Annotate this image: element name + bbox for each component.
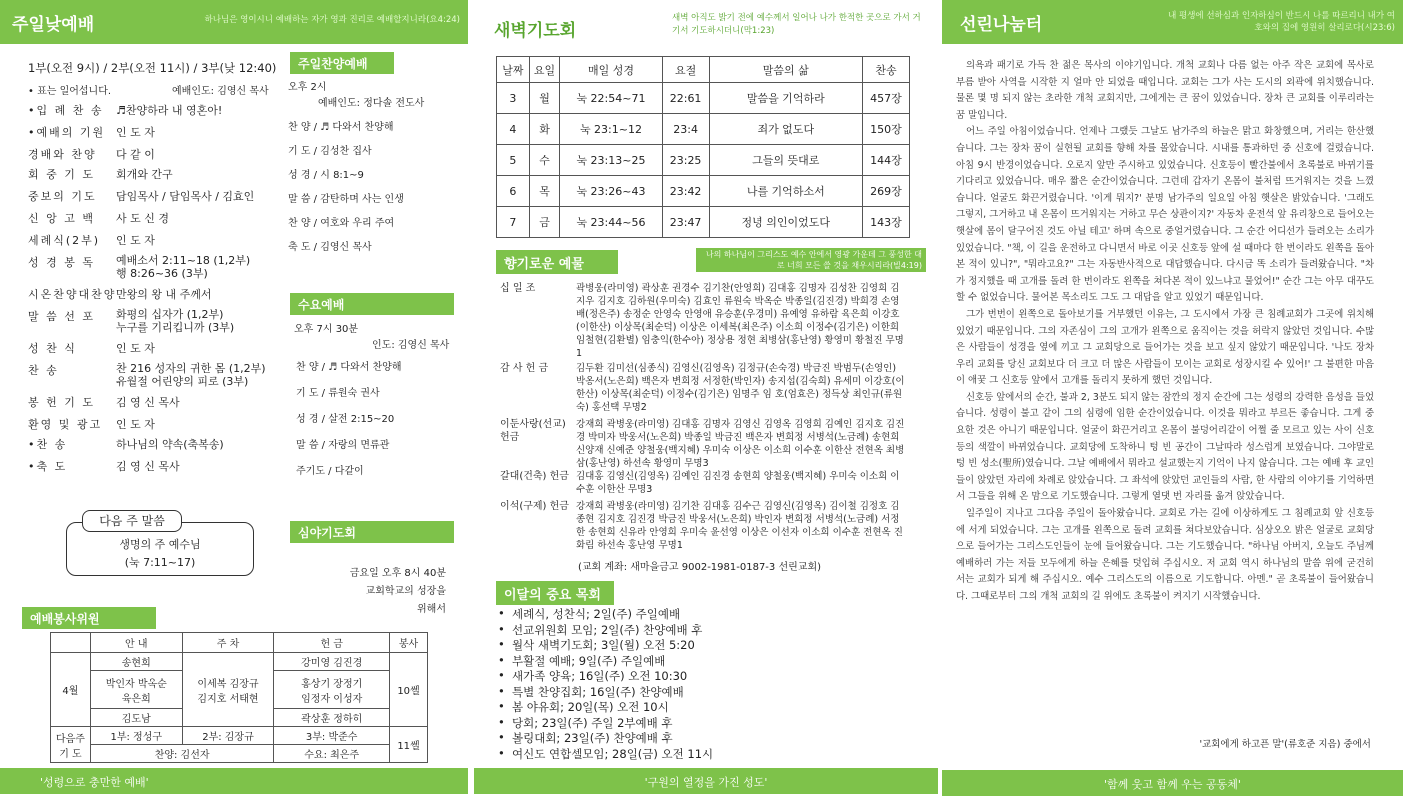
order-value: 김 영 신 목사 (116, 460, 180, 473)
offering-group-names: 곽병웅(라미영) 곽상훈 권경수 김기찬(안영희) 김대홍 김명자 김성찬 김영희 김지우 김지호 김하원(우미숙) 김효인 류원숙 박옥순 박종일(김진경) 박희경 손영배(정은주) 송정순 안영숙 안영애 유승훈(우경미) 유예영 유하람 육은희 이강호(이한산) 이상목(최순덕) 이상은 이세복(최은주) 이소희 이정수(김기은) 이한희 임철현(김환별) 임충익(한수아) 정상용 정현 최병삼(홍난영) 황영미 황철진 무명1 (576, 283, 904, 359)
order-row (28, 166, 173, 182)
order-row (28, 286, 212, 302)
order-row (28, 232, 155, 248)
order-label: 회 중 기 도 (28, 168, 95, 181)
event-item: • 세례식, 성찬식; 2일(주) 주일예배 (512, 606, 680, 622)
th-date: 날짜 (497, 57, 530, 83)
usher-1: 송현희 (90, 653, 182, 671)
dawn-cell: 269장 (862, 176, 909, 207)
order-content (116, 232, 155, 248)
story-paragraph: 의욕과 패기로 가득 찬 젊은 목사의 이야기입니다. 개척 교회나 다름 없는 아주 작은 교회에 목사로 부름 받아 사역을 시작한 지 얼마 안 되었을 때입니다. 교회는 그가 사는 도시의 외곽에 위치했습니다. 물론 몇 명 되지 않는 초라한 개척 교회지만, 그에게는 큰 꿈이 있었습니다. 장차 큰 교회를 이루리라는 꿈 말입니다. (956, 60, 1374, 121)
order-value-2: 행 8:26~36 (3부) (116, 267, 208, 280)
dawn-cell: 정녕 의인이었도다 (709, 207, 862, 238)
month-cell: 4월 (51, 653, 91, 727)
dawn-cell: 143장 (862, 207, 909, 238)
right-header-bar (942, 0, 1403, 44)
dawn-cell: 5 (497, 145, 530, 176)
afternoon-item: 찬 양 / 여호와 우리 주여 (288, 218, 395, 229)
story-paragraph: 그가 번번이 왼쪽으로 돌아보기를 거부했던 이유는, 그 도시에서 가장 큰 침례교회가 그곳에 위치해 있었기 때문입니다. 그의 자존심이 그의 고개가 왼쪽으로 움직이는 것을 허락지 않았던 것입니다. 수많은 사람들이 성경을 옆에 끼고 그 교회당으로 들어가는 것을 보고 싶지 않았기 때문입니다. '나도 장차 우리 교회를 당신 교회보다 더 크고 더 많은 사람들이 모이는 교회로 성장시킬 수 있어!' 그 불편한 마음이 애꿎 그 신호등 앞에서 고개를 돌리지 못하게 했던 것입니다. (956, 308, 1375, 387)
order-label: 신 앙 고 백 (28, 212, 95, 225)
worship-leader: 예배인도: 김영신 목사 (172, 86, 269, 97)
offering-group-names: 강재희 곽병웅(라미영) 김대홍 김명자 김영신 김영옥 김영희 김예인 김지호 김진경 박미자 박웅서(노은희) 박종일 박금진 백은자 변희정 서병석(노금례) 송현희 신양재 신예준 양철웅(백지혜) 우미숙 이상은 이소희 이수훈 이한산 전현옥 최병삼(홍난영) 하선속 황영미 무명3 (576, 419, 905, 469)
night-prayer-header: 심야기도회 (290, 521, 454, 543)
order-label: 봉 헌 기 도 (28, 396, 95, 409)
order-value: 하나님의 약속(축복송) (116, 438, 224, 451)
wednesday-item: 찬 양 / ♬ 다와서 찬양해 (296, 362, 402, 373)
dawn-table (496, 56, 910, 238)
dawn-cell: 죄가 없도다 (709, 114, 862, 145)
offering-group-label: 갈대(건축) 헌금 (500, 471, 569, 482)
service-table (50, 632, 428, 763)
order-value: 김 영 신 목사 (116, 396, 180, 409)
prayer-3: 3부: 박준수 (274, 727, 390, 745)
wednesday-time: 오후 7시 30분 (294, 324, 359, 335)
event-item: • 부활절 예배; 9일(주) 주일예배 (512, 653, 665, 669)
order-row (28, 308, 234, 334)
story-paragraph: 일주일이 지나고 그다음 주일이 돌아왔습니다. 교회로 가는 길에 이상하게도 그 침례교회 앞 신호등에 서게 되었습니다. 그는 고개를 왼쪽으로 돌려 교회를 쳐다보았습니다. 심상오오 밝은 얼굴로 교회당으로 들어가는 그리스도인들이 눈에 들어왔습니다. 그는 기도했습니다. "하나님 아버지, 오늘도 주님께 예배하러 가는 저들 모두에게 하늘 은혜를 덧입혀 주십시오. 저 교회 역시 하나님의 말씀 위에 굳건히 서는 교회가 되게 해 주십시오. 예수 그리스도의 이름으로 기도합니다. 아멘." 곧 초록불이 들어왔습니다. 그때로부터 그의 개척 교회의 길 위에도 초록불이 켜지기 시작했습니다. (956, 508, 1374, 602)
prayer-1: 1부: 정성구 (90, 727, 182, 745)
afternoon-time: 오후 2시 (288, 82, 327, 93)
section-title-dawn-prayer: 새벽기도회 (494, 21, 577, 41)
right-verse: 내 평생에 선하심과 인자하심이 반드시 나를 따르리니 내가 여호와의 집에 영원히 살리로다(시23:6) (1168, 11, 1395, 33)
prayer-wednesday: 수요: 최은주 (274, 745, 390, 763)
dawn-cell: 4 (497, 114, 530, 145)
parking-cell: 이세복 김장규 김지호 서태현 (182, 653, 274, 727)
dawn-verse: 새벽 아직도 밝기 전에 예수께서 일어나 나가 한적한 곳으로 가서 거기서 기도하시더니(막1:23) (672, 13, 921, 36)
dawn-row (497, 83, 910, 114)
left-header-bar (0, 0, 468, 44)
wednesday-item: 기 도 / 류원숙 권사 (296, 388, 380, 399)
news-header: 이달의 중요 목회 (496, 581, 614, 605)
dawn-cell: 150장 (862, 114, 909, 145)
dawn-cell: 눅 23:13~25 (560, 145, 662, 176)
dawn-row (497, 207, 910, 238)
order-label: 환영 및 광고 (28, 418, 103, 431)
wednesday-worship-header: 수요예배 (290, 293, 454, 315)
section-title-sharing: 선린나눔터 (960, 15, 1043, 35)
dawn-cell: 22:61 (662, 83, 709, 114)
dawn-cell: 144장 (862, 145, 909, 176)
order-label: 말 씀 선 포 (28, 310, 95, 323)
dawn-cell: 457장 (862, 83, 909, 114)
dawn-cell: 23:42 (662, 176, 709, 207)
th-reading: 매일 성경 (560, 57, 662, 83)
order-content (116, 210, 169, 226)
order-row (28, 362, 266, 388)
offering-group-names: 김두환 김미선(심종식) 김영신(김영옥) 김정규(손숙경) 박금진 박범두(손영인) 박옹서(노은희) 백은자 변희정 서정한(박인자) 송지섭(김숙희) 유세미 이강호(이한산) 이상목(최순덕) 이정수(김기은) 임명주 임 호(엄효은) 정득상 최인규(류원숙) 홍선택 무명2 (576, 363, 905, 413)
order-value: 회개와 간구 (116, 168, 173, 181)
offering-group-names: 김대홍 김영신(김영옥) 김예인 김진경 송현희 양철웅(백지혜) 우미숙 이소희 이수훈 이한산 무명3 (576, 471, 900, 495)
dawn-cell: 화 (529, 114, 560, 145)
story-source: '교회에게 하고픈 말'(류호준 지음) 중에서 (1199, 739, 1371, 750)
order-row (28, 458, 180, 474)
order-value: 만왕의 왕 내 주께서 (116, 288, 212, 301)
order-label: 경배와 찬양 (28, 148, 97, 161)
order-content (116, 416, 155, 432)
col-serve: 봉사 (390, 633, 428, 653)
order-value: 인 도 자 (116, 126, 155, 139)
prayer-praise: 찬양: 김선자 (90, 745, 273, 763)
order-row (28, 146, 155, 162)
order-value: 예배소서 2:11~18 (1,2부) (116, 254, 251, 267)
order-label: 세례식(2부) (28, 234, 101, 247)
col-offering: 헌 금 (274, 633, 390, 653)
event-item: • 월삭 새벽기도회; 3일(월) 오전 5:20 (512, 637, 695, 653)
order-row (28, 124, 155, 140)
col-parking: 주 차 (182, 633, 274, 653)
left-bottom-bar: '성령으로 충만한 예배' (0, 768, 468, 794)
event-item: • 당회; 23일(주) 주일 2부예배 후 (512, 715, 673, 731)
col-usher: 안 내 (90, 633, 182, 653)
th-word: 말씀의 삶 (709, 57, 862, 83)
order-value-2: 유월절 어린양의 피로 (3부) (116, 375, 249, 388)
afternoon-item: 성 경 / 시 8:1~9 (288, 170, 364, 181)
order-label: •찬 송 (28, 438, 68, 451)
story-paragraph: 어느 주일 아침이었습니다. 언제나 그랬듯 그날도 남가주의 하늘은 맑고 화창했으며, 거리는 한산했습니다. 그는 장차 꿈이 실현될 교회를 향해 차를 몰았습니다. 시내를 통과하던 중 신호에 걸렸습니다. 아침 9시 반경이었습니다. 오로지 앞만 주시하고 있었습니다. 신호등이 빨간불에서 초록불로 바뀌기를 기다리고 있었습니다. 매우 짧은 순간이었습니다. 그런데 갑자기 온몸이 불처럼 뜨거워지는 것을 느꼈습니다. 얼굴도 화끈거렸습니다. '이게 뭐지?' 분명 남가주의 일요일 아침 햇살은 밝았습니다. '그래도 그렇지, 그거하고 내 온몸이 뜨거워지는 거하고 무슨 상관이지?' 자동차 운전석 앞 유리창으로 들어오는 햇살에 몸이 달구어진 것도 아닐 테고' 하며 속으로 중얼거렸습니다. 그 순간 어디선가 들려오는 소리가 있었습니다. "책, 이 길을 운전하고 다니면서 바로 이곳 신호등 앞에 설 때마다 한 번이라도 왼쪽을 돌아본 적이 있니?", "뭐라고요?" 그는 자동반사적으로 대답했습니다. 다시금 똑 소리가 들려왔습니다. "차가 정지했을 때 고개를 돌려 한 번이라도 왼쪽을 쳐다본 적이 있느냐고 물었어!" 순간 그는 아무 대꾸도 할 수 없었습니다. 물어본 목소리도 그도 그 대답을 알고 있었기 때문입니다. (956, 126, 1374, 304)
worship-times: 1부(오전 9시) / 2부(오전 11시) / 3부(낮 12:40) (28, 61, 277, 75)
next-week-box (66, 510, 254, 576)
order-content (116, 308, 234, 334)
event-item: • 선교위원회 모임; 2일(주) 찬양예배 후 (512, 622, 702, 638)
next-serve-cell: 11쎌 (390, 727, 428, 763)
afternoon-item: 기 도 / 김성찬 집사 (288, 146, 372, 157)
dawn-cell: 눅 23:1~12 (560, 114, 662, 145)
dawn-cell: 눅 22:54~71 (560, 83, 662, 114)
order-value: 화평의 십자가 (1,2부) (116, 308, 224, 321)
order-value: 인 도 자 (116, 342, 155, 355)
event-item: • 특별 찬양집회; 16일(주) 찬양예배 (512, 684, 684, 700)
usher-2: 박인자 박옥순 육은희 (90, 671, 182, 709)
order-value: 사 도 신 경 (116, 212, 169, 225)
serve-cell: 10쎌 (390, 653, 428, 727)
order-row (28, 416, 155, 432)
offering-header: 향기로운 예물 (496, 250, 618, 274)
order-content (116, 146, 155, 162)
dawn-cell: 그들의 뜻대로 (709, 145, 862, 176)
order-row (28, 436, 224, 452)
order-label: •축 도 (28, 460, 68, 473)
offering-group-label: 이석(구제) 헌금 (500, 501, 569, 512)
night-purpose-2: 위해서 (417, 604, 446, 615)
order-content (116, 188, 254, 204)
order-content (116, 458, 180, 474)
story-body (956, 58, 1374, 606)
event-item: • 여신도 연합셀모임; 28일(금) 오전 11시 (512, 746, 713, 762)
dawn-row (497, 114, 910, 145)
next-week-title: 생명의 주 예수님 (119, 538, 201, 551)
dawn-cell: 23:47 (662, 207, 709, 238)
next-prayer-label: 다음주 기 도 (51, 727, 91, 763)
dawn-cell: 3 (497, 83, 530, 114)
event-item: • 볼링대회; 23일(주) 찬양예배 후 (512, 730, 673, 746)
wednesday-item: 주기도 / 다같이 (296, 466, 364, 477)
order-label: 찬 송 (28, 364, 59, 377)
order-row (28, 394, 180, 410)
order-value-2: 누구를 기리킵니까 (3부) (116, 321, 235, 334)
order-content (116, 362, 266, 388)
order-label: 시온찬양대찬양 (28, 288, 117, 301)
dawn-cell: 나를 기억하소서 (709, 176, 862, 207)
offering-2: 홍상기 장정기 임정자 이성자 (274, 671, 390, 709)
dawn-cell: 23:4 (662, 114, 709, 145)
dawn-cell: 수 (529, 145, 560, 176)
prayer-2: 2부: 김장규 (182, 727, 274, 745)
wednesday-item: 성 경 / 살전 2:15~20 (296, 414, 395, 425)
order-row (28, 254, 250, 280)
order-row (28, 210, 169, 226)
th-verse: 요절 (662, 57, 709, 83)
wednesday-leader: 인도: 김영신 목사 (372, 340, 450, 351)
order-value: 다 같 이 (116, 148, 155, 161)
mid-bottom-bar: '구원의 열정을 가진 성도' (474, 768, 938, 794)
th-day: 요일 (529, 57, 560, 83)
order-label: 성 경 봉 독 (28, 256, 95, 269)
afternoon-item: 말 씀 / 감탄하며 사는 인생 (288, 194, 404, 205)
offering-group-label: 십 일 조 (500, 283, 536, 294)
order-value: 찬 216 성자의 귀한 몸 (1,2부) (116, 362, 266, 375)
offering-group-label: 감 사 헌 금 (500, 363, 549, 374)
dawn-cell: 말씀을 기억하라 (709, 83, 862, 114)
offering-verse: 나의 하나님이 그리스도 예수 안에서 영광 가운데 그 풍성한 대로 너희 모든 쓸 것을 채우시리라(빌4:19) (696, 248, 926, 272)
order-content (116, 254, 250, 280)
header-verse: 하나님은 영이시니 예배하는 자가 영과 진리로 예배할지니라(요4:24) (204, 15, 460, 25)
wednesday-item: 말 씀 / 자랑의 면류관 (296, 440, 390, 451)
dawn-cell: 23:25 (662, 145, 709, 176)
order-label: 성 찬 식 (28, 342, 77, 355)
night-purpose-1: 교회학교의 성장을 (365, 586, 446, 597)
order-label: 중보의 기도 (28, 190, 97, 203)
order-row (28, 340, 155, 356)
afternoon-item: 축 도 / 김영신 목사 (288, 242, 372, 253)
afternoon-item: 찬 양 / ♬ 다와서 찬양해 (288, 122, 394, 133)
dawn-cell: 7 (497, 207, 530, 238)
offering-group-label: 이둔사랑(선교) 헌금 (500, 419, 566, 443)
order-content (116, 394, 180, 410)
offering-3: 곽상훈 정하히 (274, 709, 390, 727)
order-content (116, 436, 224, 452)
afternoon-leader: 예배인도: 정다솔 전도사 (318, 98, 425, 109)
standing-note: • 표는 일어섭니다. (28, 86, 112, 97)
dawn-cell: 눅 23:26~43 (560, 176, 662, 207)
dawn-cell: 목 (529, 176, 560, 207)
afternoon-worship-header: 주일찬양예배 (290, 52, 394, 74)
section-title-sunday-worship: 주일낮예배 (12, 15, 95, 35)
next-week-ref: (눅 7:11~17) (124, 556, 196, 569)
order-value: 인 도 자 (116, 234, 155, 247)
event-item: • 봄 야유회; 20일(목) 오전 10시 (512, 699, 669, 715)
night-time: 금요일 오후 8시 40분 (349, 568, 446, 579)
order-value: ♬찬양하라 내 영혼아! (116, 104, 223, 117)
order-row (28, 188, 254, 204)
order-label: •입 례 찬 송 (28, 104, 104, 117)
dawn-cell: 눅 23:44~56 (560, 207, 662, 238)
story-paragraph: 신호등 앞에서의 순간, 불과 2, 3분도 되지 않는 잠깐의 정지 순간에 그는 성령의 강력한 음성을 들었습니다. 성령이 불고 같이 그의 심령에 임한 순간이었습니다. 이것을 뭐라고 부르든 좋습니다. 그게 중요한 것은 아니기 때문입니다. 얼굴이 화끈거리고 온몸이 불덩어리같이 어쩔 줄 모르고 있는 사이 신호등의 색깔이 바뀌었습니다. 교회당에 도착하니 텅 빈 공간이 그날따라 성스럽게 보였습니다. 그야말로 텅 빈 성소(聖所)였습니다. 그날 예배에서 뭐라고 설교했는지 기억이 나지 않습니다. 그는 예배 후 교인들이 앉았던 자리에 차례로 앉았습니다. 그 좌석에 앉았던 교인들의 사람, 한 사람의 이야기를 기억하면서 그들을 위해 온 맘으로 기도했습니다. 그렇게 열댓 번 자리를 옮겨 앉았습니다. (956, 391, 1374, 503)
event-item: • 새가족 양육; 16일(주) 오전 10:30 (512, 668, 687, 684)
dawn-cell: 금 (529, 207, 560, 238)
dawn-row (497, 145, 910, 176)
offering-1: 강미영 김진경 (274, 653, 390, 671)
dawn-row (497, 176, 910, 207)
order-content (116, 340, 155, 356)
order-content (116, 124, 155, 140)
service-committee-header: 예배봉사위원 (22, 607, 156, 629)
dawn-cell: 6 (497, 176, 530, 207)
account-info: (교회 계좌: 새마을금고 9002-1981-0187-3 선린교회) (578, 562, 822, 573)
next-week-label: 다음 주 말씀 (82, 510, 182, 532)
usher-3: 김도남 (90, 709, 182, 727)
dawn-cell: 월 (529, 83, 560, 114)
order-content (116, 102, 222, 118)
right-bottom-bar: '함께 웃고 함께 우는 공동체' (942, 770, 1403, 796)
order-row (28, 102, 222, 118)
order-content (116, 286, 212, 302)
th-hymn: 찬송 (862, 57, 909, 83)
order-value: 담임목사 / 담임목사 / 김효인 (116, 190, 255, 203)
order-value: 인 도 자 (116, 418, 155, 431)
order-content (116, 166, 173, 182)
offering-group-names: 강재희 곽병웅(라미영) 김기찬 김대홍 김수근 김영신(김영옥) 김이철 김정호 김종현 김지호 김진경 박금진 박웅서(노은희) 박인자 변희정 서병석(노금례) 서정한 송현희 신유라 안영희 우미숙 윤선영 이상은 이선자 이소희 이수훈 전현옥 진화림 하선속 홍난영 무명1 (576, 501, 903, 551)
order-label: •예배의 기원 (28, 126, 106, 139)
